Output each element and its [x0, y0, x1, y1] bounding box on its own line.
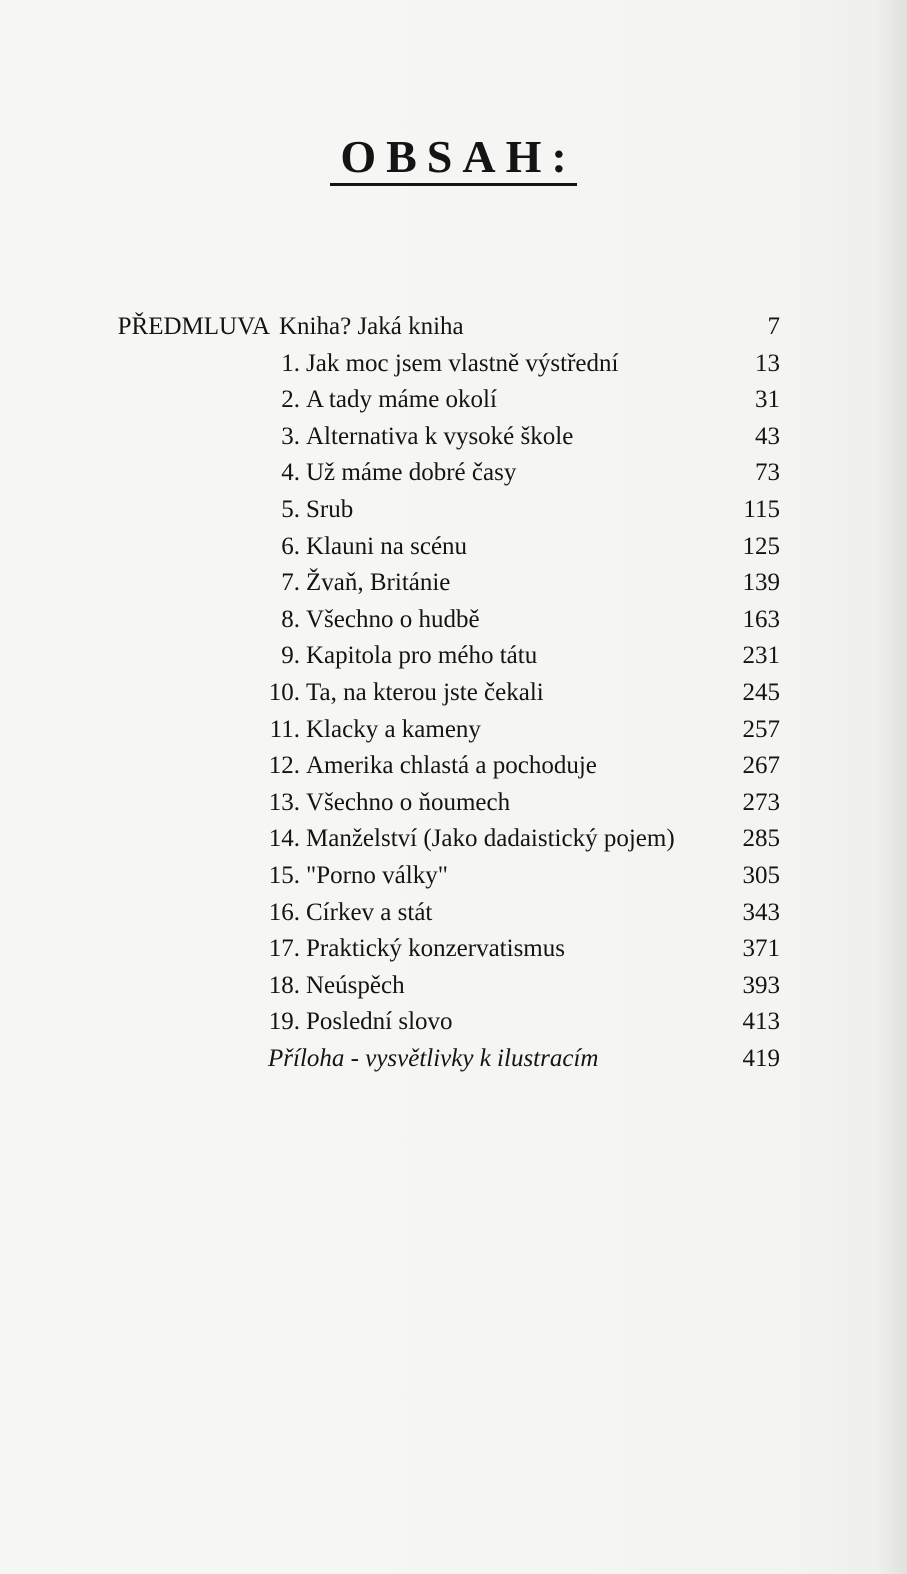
chapter-page-number: 393: [742, 971, 780, 999]
chapter-title: Všechno o hudbě: [306, 605, 480, 633]
toc-row: [0, 382, 907, 419]
chapter-title: Jak moc jsem vlastně výstřední: [306, 349, 619, 377]
chapter-number: 5.: [281, 495, 300, 523]
chapter-title: Klacky a kameny: [306, 715, 481, 743]
page-title: [0, 130, 907, 186]
chapter-page-number: 73: [755, 459, 780, 487]
chapter-number: 3.: [281, 422, 300, 450]
toc-row: [0, 821, 907, 858]
chapter-page-number: 231: [742, 642, 780, 670]
chapter-number: 4.: [281, 459, 300, 487]
chapter-number: 16.: [268, 898, 300, 926]
chapter-page-number: 257: [742, 715, 780, 743]
chapter-page-number: 125: [742, 532, 780, 560]
chapter-page-number: 273: [742, 788, 780, 816]
chapter-number: 14.: [268, 825, 300, 853]
toc-row: [0, 931, 907, 968]
chapter-page-number: 371: [742, 935, 780, 963]
toc-row: [0, 675, 907, 712]
chapter-title: Kapitola pro mého tátu: [306, 642, 538, 670]
appendix-title: Příloha - vysvětlivky k ilustracím: [268, 1044, 599, 1072]
appendix-page-number: 419: [742, 1044, 780, 1072]
chapter-title: Klauni na scénu: [306, 532, 468, 560]
chapter-title: Žvaň, Británie: [306, 569, 451, 597]
toc-row: [0, 1004, 907, 1041]
toc-row-appendix: [0, 1041, 907, 1078]
chapter-page-number: 31: [755, 386, 780, 414]
chapter-page-number: 267: [742, 752, 780, 780]
chapter-page-number: 163: [742, 605, 780, 633]
chapter-number: 10.: [268, 678, 300, 706]
toc-row: [0, 565, 907, 602]
toc-row: [0, 858, 907, 895]
toc-row-preface: [0, 309, 907, 346]
toc-row: [0, 346, 907, 383]
toc-row: [0, 455, 907, 492]
chapter-number: 6.: [281, 532, 300, 560]
toc-row: [0, 492, 907, 529]
chapter-number: 12.: [268, 752, 300, 780]
chapter-page-number: 305: [742, 861, 780, 889]
chapter-number: 9.: [281, 642, 300, 670]
chapter-number: 7.: [281, 569, 300, 597]
toc-row: [0, 785, 907, 822]
chapter-title: Srub: [306, 495, 354, 523]
preface-title: Kniha? Jaká kniha: [279, 313, 464, 340]
preface-page-number: 7: [767, 313, 780, 340]
chapter-page-number: 413: [742, 1008, 780, 1036]
chapter-title: Už máme dobré časy: [306, 459, 517, 487]
chapter-page-number: 285: [742, 825, 780, 853]
chapter-number: 1.: [281, 349, 300, 377]
chapter-number: 15.: [268, 861, 300, 889]
chapter-title: Alternativa k vysoké škole: [306, 422, 574, 450]
chapter-title: Amerika chlastá a pochoduje: [306, 752, 597, 780]
chapter-number: 17.: [268, 935, 300, 963]
chapter-number: 2.: [281, 386, 300, 414]
chapter-page-number: 245: [742, 678, 780, 706]
chapter-number: 8.: [281, 605, 300, 633]
toc-row: [0, 602, 907, 639]
chapter-title: Poslední slovo: [306, 1008, 453, 1036]
chapter-title: Ta, na kterou jste čekali: [306, 678, 544, 706]
toc-row: [0, 712, 907, 749]
chapter-page-number: 43: [755, 422, 780, 450]
chapter-title: A tady máme okolí: [306, 386, 497, 414]
chapter-title: Praktický konzervatismus: [306, 935, 565, 963]
toc-row: [0, 419, 907, 456]
chapter-number: 13.: [268, 788, 300, 816]
chapter-number: 18.: [268, 971, 300, 999]
chapter-title: "Porno války": [306, 861, 448, 889]
chapter-title: Všechno o ňoumech: [306, 788, 511, 816]
chapter-title: Manželství (Jako dadaistický pojem): [306, 825, 675, 853]
chapter-number: 11.: [269, 715, 300, 743]
toc-row: [0, 968, 907, 1005]
chapter-title: Církev a stát: [306, 898, 433, 926]
chapter-number: 19.: [268, 1008, 300, 1036]
toc-row: [0, 895, 907, 932]
toc-row: [0, 638, 907, 675]
chapter-page-number: 139: [742, 569, 780, 597]
chapter-page-number: 115: [743, 495, 780, 523]
toc-row: [0, 748, 907, 785]
chapter-page-number: 13: [755, 349, 780, 377]
toc-row: [0, 529, 907, 566]
title-text: OBSAH:: [330, 133, 576, 186]
preface-label: PŘEDMLUVA: [117, 313, 270, 340]
chapter-title: Neúspěch: [306, 971, 405, 999]
chapter-page-number: 343: [742, 898, 780, 926]
table-of-contents: [0, 309, 907, 1077]
